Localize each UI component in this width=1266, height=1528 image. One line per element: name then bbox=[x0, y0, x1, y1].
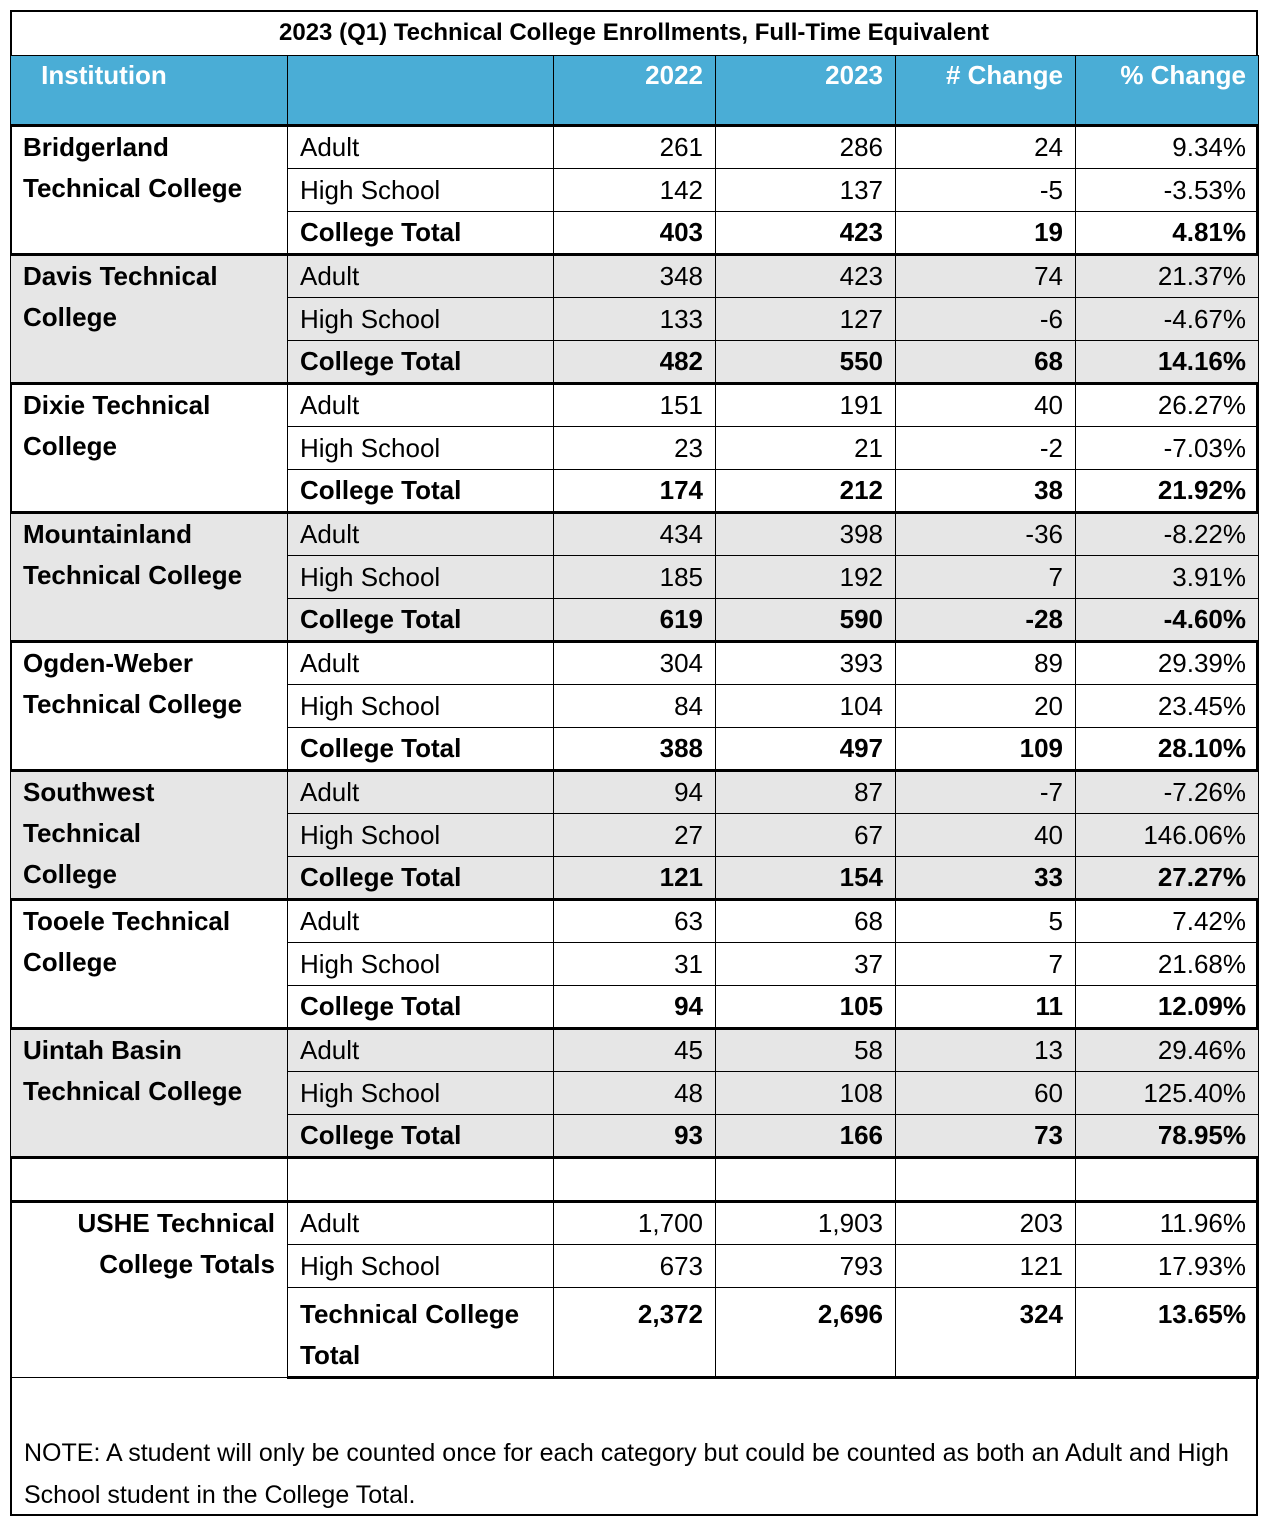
value-num-change: 24 bbox=[896, 126, 1076, 169]
category-label: High School bbox=[288, 943, 554, 986]
category-label: College Total bbox=[288, 470, 554, 513]
category-label: Technical College Total bbox=[288, 1288, 554, 1378]
value-2022: 261 bbox=[554, 126, 716, 169]
value-pct-change: -7.03% bbox=[1076, 427, 1259, 470]
institution-name: Southwest Technical College bbox=[11, 771, 288, 900]
footnote: NOTE: A student will only be counted once for each category but could be counted as both an Adult and High School student in the College Total. bbox=[24, 1439, 1229, 1509]
table-title: 2023 (Q1) Technical College Enrollments, Full-Time Equivalent bbox=[279, 19, 989, 46]
category-label: High School bbox=[288, 814, 554, 857]
value-num-change: 121 bbox=[896, 1245, 1076, 1288]
value-2022: 348 bbox=[554, 255, 716, 298]
value-pct-change: 29.39% bbox=[1076, 642, 1259, 685]
value-2022: 23 bbox=[554, 427, 716, 470]
value-2023: 192 bbox=[716, 556, 896, 599]
value-2023: 108 bbox=[716, 1072, 896, 1115]
value-num-change: -36 bbox=[896, 513, 1076, 556]
category-label: High School bbox=[288, 427, 554, 470]
value-num-change: 19 bbox=[896, 212, 1076, 255]
value-num-change: 324 bbox=[896, 1288, 1076, 1378]
value-num-change: 33 bbox=[896, 857, 1076, 900]
value-2022: 2,372 bbox=[554, 1288, 716, 1378]
category-label: High School bbox=[288, 298, 554, 341]
header-2022: 2022 bbox=[554, 56, 716, 126]
value-pct-change: 27.27% bbox=[1076, 857, 1259, 900]
institution-name: Ogden-Weber Technical College bbox=[11, 642, 288, 771]
value-num-change: 11 bbox=[896, 986, 1076, 1029]
value-2023: 154 bbox=[716, 857, 896, 900]
institution-name: Bridgerland Technical College bbox=[11, 126, 288, 255]
value-num-change: 20 bbox=[896, 685, 1076, 728]
value-2022: 388 bbox=[554, 728, 716, 771]
value-2023: 497 bbox=[716, 728, 896, 771]
value-2022: 48 bbox=[554, 1072, 716, 1115]
value-2023: 87 bbox=[716, 771, 896, 814]
value-num-change: -5 bbox=[896, 169, 1076, 212]
institution-name: Davis Technical College bbox=[11, 255, 288, 384]
value-2023: 793 bbox=[716, 1245, 896, 1288]
value-pct-change: -8.22% bbox=[1076, 513, 1259, 556]
category-label: Adult bbox=[288, 384, 554, 427]
value-num-change: 68 bbox=[896, 341, 1076, 384]
value-pct-change: 28.10% bbox=[1076, 728, 1259, 771]
header-2023: 2023 bbox=[716, 56, 896, 126]
category-label: High School bbox=[288, 556, 554, 599]
value-2022: 142 bbox=[554, 169, 716, 212]
value-pct-change: 146.06% bbox=[1076, 814, 1259, 857]
value-2023: 21 bbox=[716, 427, 896, 470]
table-row bbox=[11, 900, 1259, 943]
table-row bbox=[11, 771, 1259, 814]
header-pct-change: % Change bbox=[1076, 56, 1259, 126]
value-pct-change: 29.46% bbox=[1076, 1029, 1259, 1072]
category-label: Adult bbox=[288, 1202, 554, 1245]
value-pct-change: 21.68% bbox=[1076, 943, 1259, 986]
category-label: Adult bbox=[288, 126, 554, 169]
value-pct-change: 3.91% bbox=[1076, 556, 1259, 599]
value-pct-change: 11.96% bbox=[1076, 1202, 1259, 1245]
value-num-change: 74 bbox=[896, 255, 1076, 298]
value-pct-change: 4.81% bbox=[1076, 212, 1259, 255]
category-label: High School bbox=[288, 1072, 554, 1115]
value-pct-change: -4.60% bbox=[1076, 599, 1259, 642]
value-2022: 482 bbox=[554, 341, 716, 384]
value-2022: 673 bbox=[554, 1245, 716, 1288]
value-2023: 58 bbox=[716, 1029, 896, 1072]
value-pct-change: -7.26% bbox=[1076, 771, 1259, 814]
value-2023: 398 bbox=[716, 513, 896, 556]
institution-name: Dixie Technical College bbox=[11, 384, 288, 513]
value-pct-change: 125.40% bbox=[1076, 1072, 1259, 1115]
value-2023: 166 bbox=[716, 1115, 896, 1158]
value-2022: 31 bbox=[554, 943, 716, 986]
value-2022: 121 bbox=[554, 857, 716, 900]
value-2023: 550 bbox=[716, 341, 896, 384]
value-2023: 393 bbox=[716, 642, 896, 685]
table-row bbox=[11, 1202, 1259, 1245]
value-2023: 105 bbox=[716, 986, 896, 1029]
category-label: College Total bbox=[288, 1115, 554, 1158]
value-2023: 423 bbox=[716, 212, 896, 255]
value-2022: 304 bbox=[554, 642, 716, 685]
value-pct-change: -4.67% bbox=[1076, 298, 1259, 341]
value-pct-change: 21.92% bbox=[1076, 470, 1259, 513]
institution-name: Tooele Technical College bbox=[11, 900, 288, 1029]
category-label: Adult bbox=[288, 255, 554, 298]
value-2022: 1,700 bbox=[554, 1202, 716, 1245]
value-num-change: -28 bbox=[896, 599, 1076, 642]
value-2022: 133 bbox=[554, 298, 716, 341]
table-row bbox=[11, 513, 1259, 556]
value-2022: 151 bbox=[554, 384, 716, 427]
value-pct-change: 14.16% bbox=[1076, 341, 1259, 384]
table-body bbox=[11, 126, 1259, 1378]
header-institution: Institution bbox=[11, 56, 288, 126]
category-label: High School bbox=[288, 169, 554, 212]
category-label: College Total bbox=[288, 857, 554, 900]
value-pct-change: 23.45% bbox=[1076, 685, 1259, 728]
value-pct-change: 21.37% bbox=[1076, 255, 1259, 298]
empty-cell bbox=[1076, 1158, 1259, 1202]
value-2023: 212 bbox=[716, 470, 896, 513]
value-pct-change: 9.34% bbox=[1076, 126, 1259, 169]
value-2022: 619 bbox=[554, 599, 716, 642]
value-num-change: 40 bbox=[896, 814, 1076, 857]
institution-name: USHE Technical College Totals bbox=[11, 1202, 288, 1378]
empty-cell bbox=[896, 1158, 1076, 1202]
empty-cell bbox=[716, 1158, 896, 1202]
value-num-change: 7 bbox=[896, 556, 1076, 599]
value-2022: 403 bbox=[554, 212, 716, 255]
value-num-change: -6 bbox=[896, 298, 1076, 341]
empty-cell bbox=[11, 1158, 288, 1202]
value-2023: 590 bbox=[716, 599, 896, 642]
value-2023: 68 bbox=[716, 900, 896, 943]
table-row bbox=[11, 642, 1259, 685]
value-num-change: 60 bbox=[896, 1072, 1076, 1115]
value-pct-change: 13.65% bbox=[1076, 1288, 1259, 1378]
value-num-change: -7 bbox=[896, 771, 1076, 814]
value-2022: 94 bbox=[554, 771, 716, 814]
value-2022: 185 bbox=[554, 556, 716, 599]
value-2022: 45 bbox=[554, 1029, 716, 1072]
category-label: Adult bbox=[288, 513, 554, 556]
value-2023: 1,903 bbox=[716, 1202, 896, 1245]
value-num-change: 7 bbox=[896, 943, 1076, 986]
value-pct-change: 17.93% bbox=[1076, 1245, 1259, 1288]
value-2022: 93 bbox=[554, 1115, 716, 1158]
value-2022: 27 bbox=[554, 814, 716, 857]
value-num-change: 203 bbox=[896, 1202, 1076, 1245]
category-label: High School bbox=[288, 685, 554, 728]
value-2022: 63 bbox=[554, 900, 716, 943]
value-2023: 67 bbox=[716, 814, 896, 857]
header-category bbox=[288, 56, 554, 126]
header-row bbox=[11, 56, 1259, 126]
value-num-change: 73 bbox=[896, 1115, 1076, 1158]
institution-name: Uintah Basin Technical College bbox=[11, 1029, 288, 1158]
category-label: Adult bbox=[288, 642, 554, 685]
value-2023: 423 bbox=[716, 255, 896, 298]
empty-cell bbox=[554, 1158, 716, 1202]
value-num-change: 109 bbox=[896, 728, 1076, 771]
enrollment-table bbox=[10, 55, 1259, 1379]
value-num-change: -2 bbox=[896, 427, 1076, 470]
table-row bbox=[11, 255, 1259, 298]
value-pct-change: 7.42% bbox=[1076, 900, 1259, 943]
value-2022: 174 bbox=[554, 470, 716, 513]
category-label: Adult bbox=[288, 1029, 554, 1072]
value-pct-change: -3.53% bbox=[1076, 169, 1259, 212]
table-row bbox=[11, 126, 1259, 169]
value-2023: 286 bbox=[716, 126, 896, 169]
value-2023: 104 bbox=[716, 685, 896, 728]
value-2023: 137 bbox=[716, 169, 896, 212]
value-2023: 37 bbox=[716, 943, 896, 986]
value-num-change: 38 bbox=[896, 470, 1076, 513]
header-num-change: # Change bbox=[896, 56, 1076, 126]
empty-cell bbox=[288, 1158, 554, 1202]
value-num-change: 40 bbox=[896, 384, 1076, 427]
category-label: Adult bbox=[288, 771, 554, 814]
value-2022: 434 bbox=[554, 513, 716, 556]
value-pct-change: 26.27% bbox=[1076, 384, 1259, 427]
category-label: College Total bbox=[288, 986, 554, 1029]
value-pct-change: 12.09% bbox=[1076, 986, 1259, 1029]
category-label: College Total bbox=[288, 212, 554, 255]
value-2023: 2,696 bbox=[716, 1288, 896, 1378]
category-label: High School bbox=[288, 1245, 554, 1288]
value-pct-change: 78.95% bbox=[1076, 1115, 1259, 1158]
table-row bbox=[11, 1029, 1259, 1072]
value-2022: 84 bbox=[554, 685, 716, 728]
value-2022: 94 bbox=[554, 986, 716, 1029]
value-2023: 191 bbox=[716, 384, 896, 427]
category-label: College Total bbox=[288, 341, 554, 384]
value-num-change: 5 bbox=[896, 900, 1076, 943]
category-label: College Total bbox=[288, 728, 554, 771]
value-num-change: 89 bbox=[896, 642, 1076, 685]
institution-name: Mountainland Technical College bbox=[11, 513, 288, 642]
value-2023: 127 bbox=[716, 298, 896, 341]
spacer-row bbox=[11, 1158, 1259, 1202]
category-label: College Total bbox=[288, 599, 554, 642]
table-row bbox=[11, 384, 1259, 427]
category-label: Adult bbox=[288, 900, 554, 943]
value-num-change: 13 bbox=[896, 1029, 1076, 1072]
